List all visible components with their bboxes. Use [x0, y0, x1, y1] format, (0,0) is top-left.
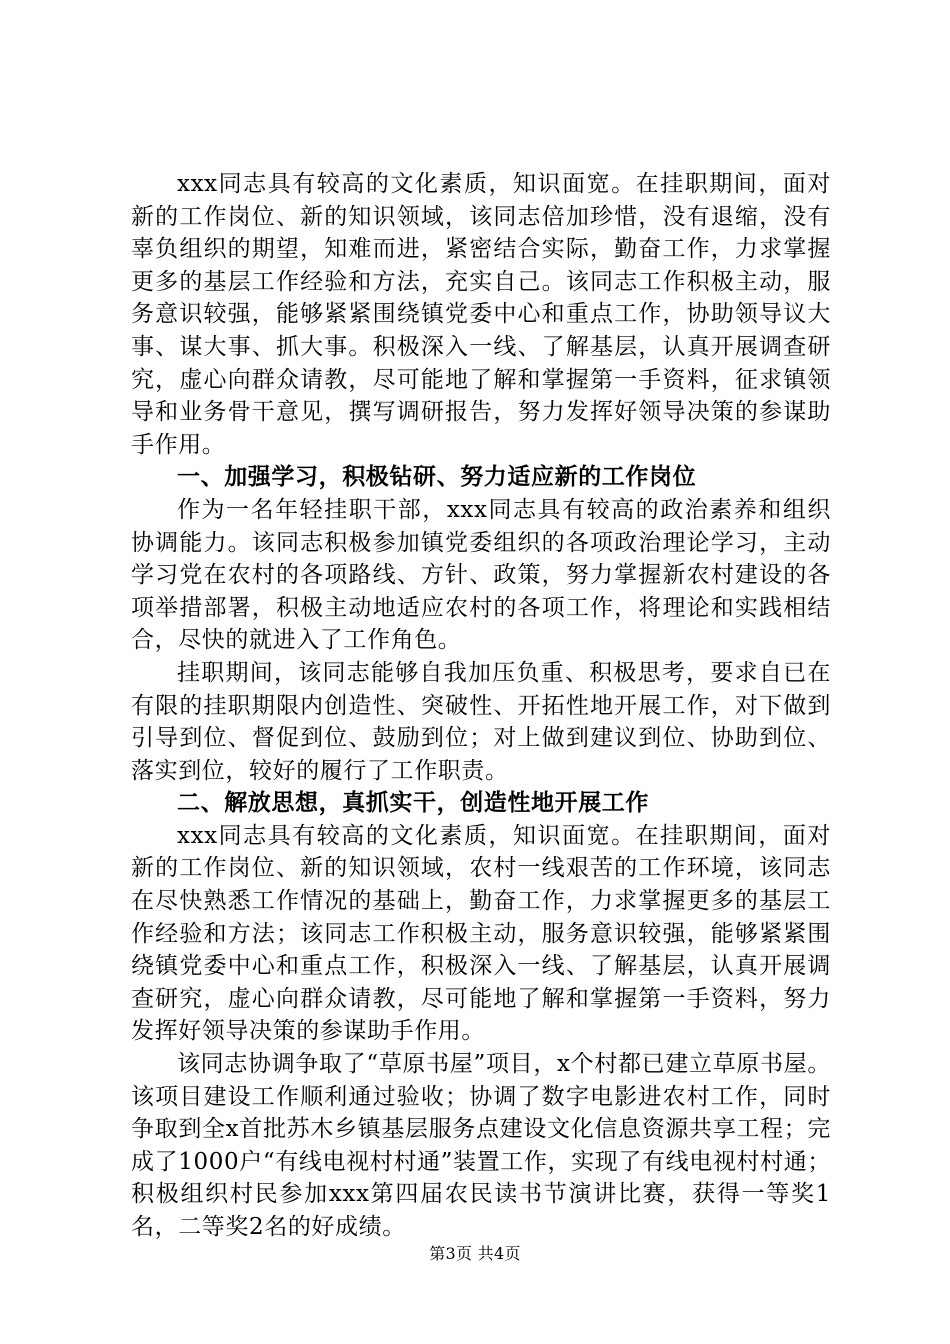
page-number-footer: 第3页 共4页	[429, 1244, 521, 1263]
paragraph-section2-b: 该同志协调争取了“草原书屋”项目，x个村都已建立草原书屋。该项目建设工作顺利通过验收；协调了数字电影进农村工作，同时争取到全x首批苏木乡镇基层服务点建设文化信息资源共享工程；完成了1000户“有线电视村村通”装置工作，实现了有线电视村村通；积极组织村民参加xxx第四届农民读书节演讲比赛，获得一等奖1名，二等奖2名的好成绩。	[131, 1051, 831, 1240]
paragraph-section2-a: xxx同志具有较高的文化素质，知识面宽。在挂职期间，面对新的工作岗位、新的知识领域，农村一线艰苦的工作环境，该同志在尽快熟悉工作情况的基础上，勤奋工作，力求掌握更多的基层工作经验和方法；该同志工作积极主动，服务意识较强，能够紧紧围绕镇党委中心和重点工作，积极深入一线、了解基层，认真开展调查研究，虚心向群众请教，尽可能地了解和掌握第一手资料，努力发挥好领导决策的参谋助手作用。	[131, 822, 831, 1045]
document-body	[131, 168, 831, 1244]
section-heading-1: 一、加强学习，积极钻研、努力适应新的工作岗位	[177, 463, 697, 491]
paragraph-section1-a: 作为一名年轻挂职干部，xxx同志具有较高的政治素养和组织协调能力。该同志积极参加镇党委组织的各项政治理论学习，主动学习党在农村的各项路线、方针、政策，努力掌握新农村建设的各项举措部署，积极主动地适应农村的各项工作，将理论和实践相结合，尽快的就进入了工作角色。	[131, 496, 831, 654]
paragraph-intro: xxx同志具有较高的文化素质，知识面宽。在挂职期间，面对新的工作岗位、新的知识领域，该同志倍加珍惜，没有退缩，没有辜负组织的期望，知难而进，紧密结合实际，勤奋工作，力求掌握更多的基层工作经验和方法，充实自己。该同志工作积极主动，服务意识较强，能够紧紧围绕镇党委中心和重点工作，协助领导议大事、谋大事、抓大事。积极深入一线、了解基层，认真开展调查研究，虚心向群众请教，尽可能地了解和掌握第一手资料，征求镇领导和业务骨干意见，撰写调研报告，努力发挥好领导决策的参谋助手作用。	[131, 171, 831, 458]
paragraph-section1-b: 挂职期间，该同志能够自我加压负重、积极思考，要求自已在有限的挂职期限内创造性、突破性、开拓性地开展工作，对下做到引导到位、督促到位、鼓励到位；对上做到建议到位、协助到位、落实到位，较好的履行了工作职责。	[131, 659, 831, 784]
section-heading-2: 二、解放思想，真抓实干，创造性地开展工作	[177, 789, 649, 817]
